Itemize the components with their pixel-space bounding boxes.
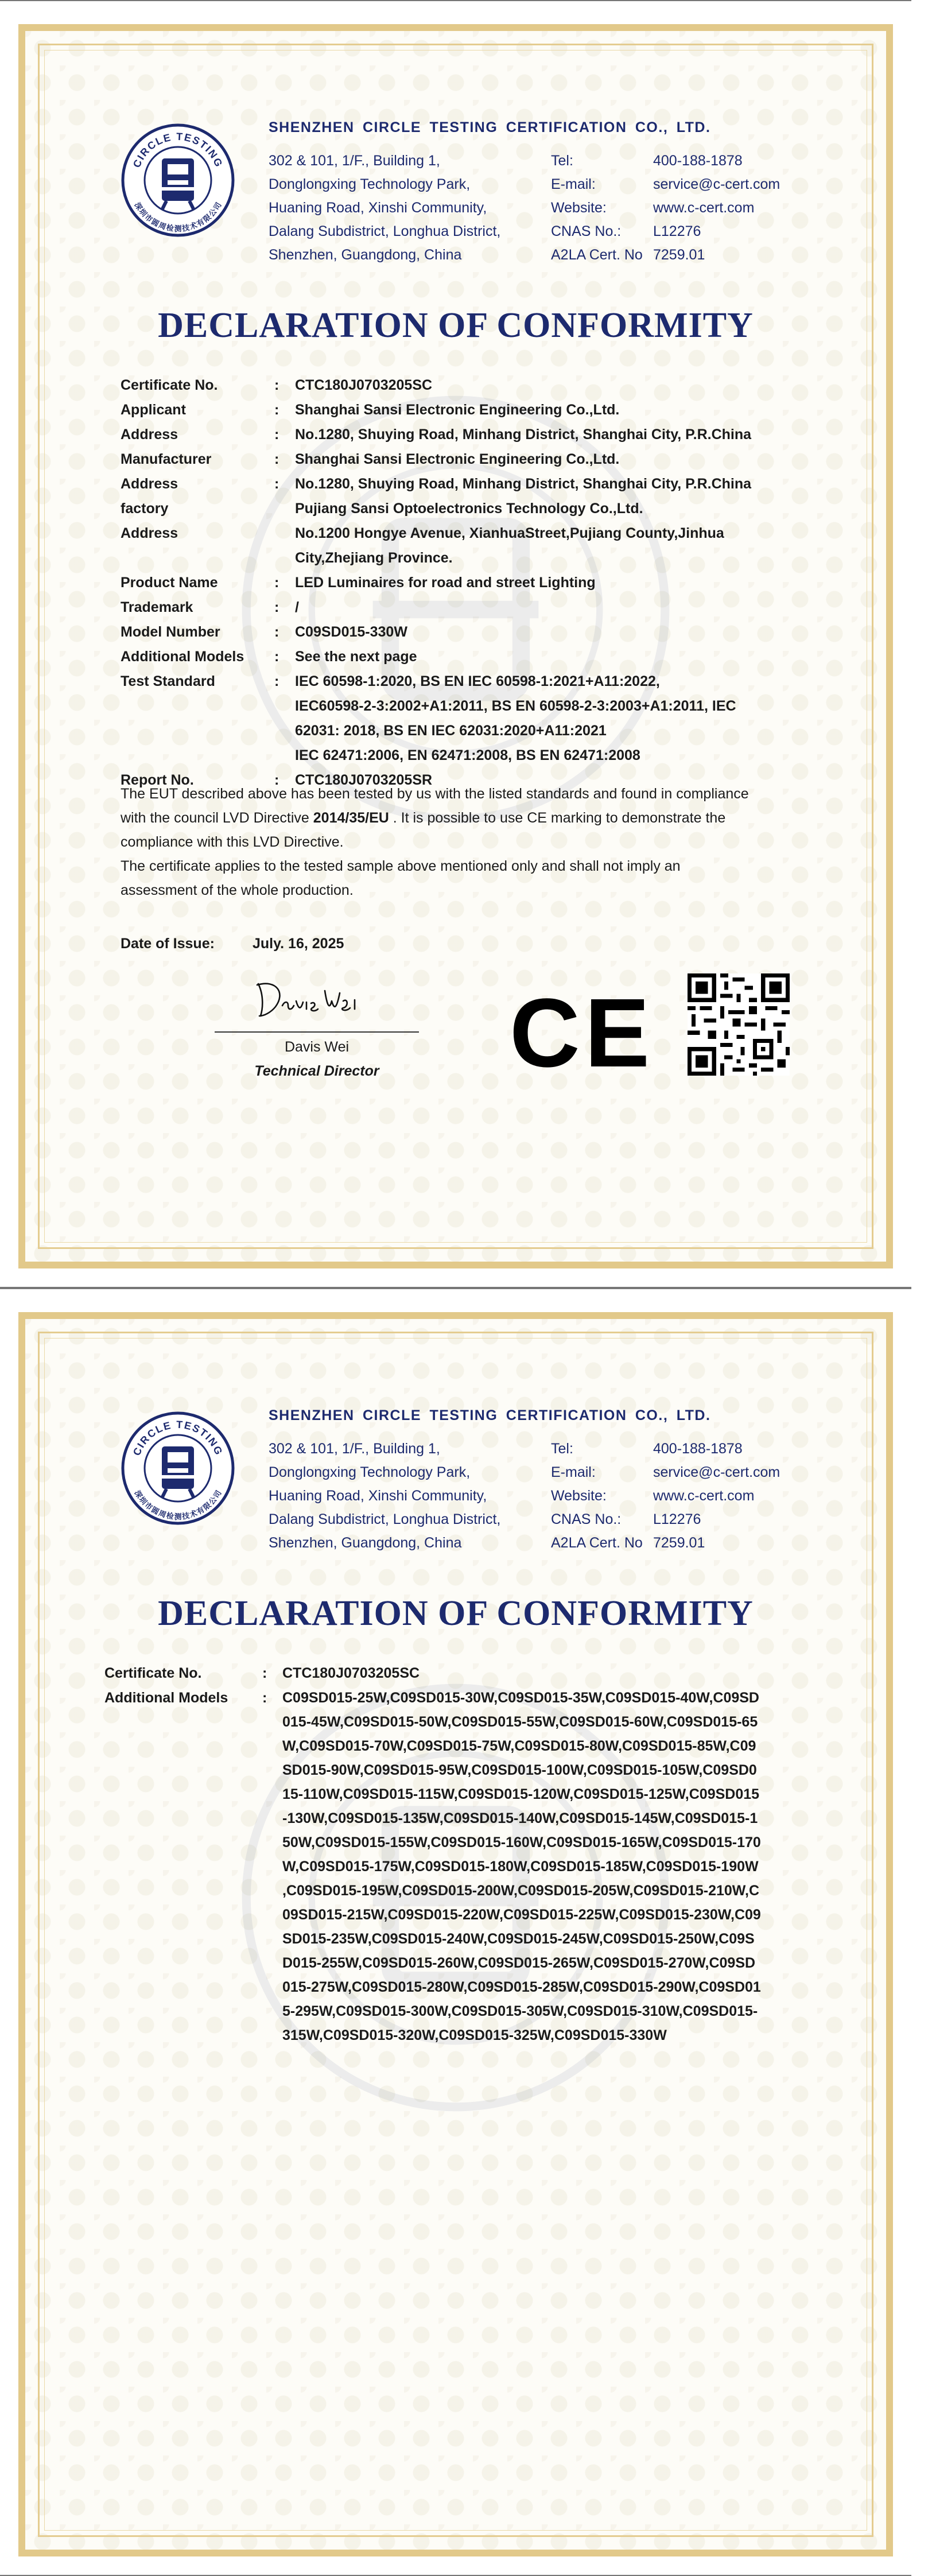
field-applicant: Applicant : Shanghai Sansi Electronic Engineering Co.,Ltd. bbox=[121, 402, 620, 418]
field-report-no: Report No. : CTC180J0703205SR bbox=[121, 772, 433, 788]
field-certificate-no: Certificate No. : CTC180J0703205SC bbox=[121, 377, 433, 393]
a2la-number: 7259.01 bbox=[653, 247, 705, 263]
qr-code-icon bbox=[688, 973, 790, 1076]
ce-mark-icon bbox=[509, 979, 655, 1088]
page-title: DECLARATION OF CONFORMITY bbox=[158, 306, 754, 345]
company-logo bbox=[121, 123, 235, 238]
svg-text:CE: CE bbox=[509, 979, 655, 1088]
email-address: service@c-cert.com bbox=[653, 1464, 780, 1480]
signer-title: Technical Director bbox=[254, 1063, 379, 1079]
page-title: DECLARATION OF CONFORMITY bbox=[158, 1594, 754, 1633]
website-url: www.c-cert.com bbox=[653, 1488, 755, 1504]
directive-number: 2014/35/EU bbox=[313, 810, 389, 826]
certificate-fields bbox=[104, 1661, 925, 2047]
svg-text:CIRCLE TESTING: CIRCLE TESTING bbox=[130, 1418, 226, 1457]
additional-models-list: C09SD015-25W,C09SD015-30W,C09SD015-35W,C09SD015-40W,C09SD 015-45W,C09SD015-50W,C09SD015-55W,C09SD015-60W,C09SD015-65 W,C09SD015-70W,C09SD015-75W,C09SD015-80W,C09SD015-85W,C09 SD015-90W,C09SD015-95W,C09SD015-100W,C09SD015-105W,C09SD0 15-110W,C09SD015-115W,C09SD015-120W,C09SD015-125W,C09SD015 -130W,C09SD015-135W,C09SD015-140W,C09SD015-145W,C09SD015-1 50W,C09SD015-155W,C09SD015-160W,C09SD015-165W,C09SD015-170 W,C09SD015-175W,C09SD015-180W,C09SD015-185W,C09SD015-190W ,C09SD015-195W,C09SD015-200W,C09SD015-205W,C09SD015-210W,C 09SD015-215W,C09SD015-220W,C09SD015-225W,C09SD015-230W,C09 SD015-235W,C09SD015-240W,C09SD015-245W,C09SD015-250W,C09S D015-255W,C09SD015-260W,C09SD015-265W,C09SD015-270W,C09SD 015-275W,C09SD015-280W,C09SD015-285W,C09SD015-290W,C09SD01 5-295W,C09SD015-300W,C09SD015-305W,C09SD015-310W,C09SD015- 315W,C09SD015-320W,C09SD015-325W,C09SD015-330W bbox=[282, 1690, 761, 2043]
field-factory: factory Pujiang Sansi Optoelectronics Technology Co.,Ltd. bbox=[121, 501, 643, 517]
certificate-page-1: CIRCLE TESTING 深圳市圆周检测技术有限公司 SHENZHEN CIRCLE TESTING CERTIFICATION CO., LTD. 302 & 101, 1/F., Building 1, Donglongxing Technology Park, Huaning Road, Xinshi Community, Dalang Subdistrict, Longhua District, Shenzhen, Guangdong, China Tel: 400-188-1878 E-mail: service@c-cert.com Website: www.c-cert.com CNAS No.: L12276 A2LA Cert. No 7259.01 DECLARATION OF CONFORMITY Certificate No. : CTC180J0703205SC Applicant : Shanghai Sansi Electronic Engineering Co.,Ltd. Address : No.1280, Shuying Road, Minhang District, Shanghai City, P.R.China Manufacturer : Shanghai Sansi Electronic Engineering Co.,Ltd. Address : No.1280, Shuying Road, Minhang District, Shanghai City, P.R.China factory Pujiang Sansi Optoelectronics Technology Co.,Ltd. Address No.1200 Hongye Avenue, XianhuaStreet,Pujiang County,Jinhua City,Zhejiang Province. Product Name : LED Luminaires for road and street Lighting Trademark : / Model Number : C09SD015-330W Additional Models : See the next page Test Standard : IEC 60598-1:2020, BS EN IEC 60598-1:2021+A11:2022, IEC60598-2-3:2002+A1:2011, BS EN 60598-2-3:2003+A1:2011, IEC 62031: 2018, BS EN IEC 62031:2020+A11:2021 IEC 62471:2006, EN 62471:2008, BS EN 62471:2008 Report No. : CTC180J0703205SR The EUT described above has been tested by us with the listed standards and found in compliance with the council LVD Directive 2014/35/EU . It is possible to use CE marking to demonstrate the compliance with this LVD Directive. The certificate applies to the tested sample above mentioned only and shall not imply an assessment of the whole production. Date of Issue: July. 16, 2025 Davis Wei Technical Director CE bbox=[0, 0, 911, 1288]
svg-text:深圳市圆周检测技术有限公司: 深圳市圆周检测技术有限公司 bbox=[132, 201, 224, 234]
issue-date-value: July. 16, 2025 bbox=[253, 936, 344, 952]
signature bbox=[250, 976, 388, 1022]
field-additional-models: Additional Models : See the next page bbox=[121, 649, 417, 665]
signer-name: Davis Wei bbox=[284, 1039, 350, 1055]
signature-line bbox=[215, 1031, 419, 1033]
field-test-standard: Test Standard : IEC 60598-1:2020, BS EN IEC 60598-1:2021+A11:2022, IEC60598-2-3:2002+A1:2011, BS EN 60598-2-3:2003+A1:2011, IEC 62031: 2018, BS EN IEC 62031:2020+A11:2021 IEC 62471:2006, EN 62471:2008, BS EN 62471:2008 bbox=[121, 673, 736, 763]
field-manufacturer-address: Address : No.1280, Shuying Road, Minhang District, Shanghai City, P.R.China bbox=[121, 476, 752, 492]
field-product-name: Product Name : LED Luminaires for road and street Lighting bbox=[121, 575, 596, 591]
a2la-number: 7259.01 bbox=[653, 1535, 705, 1551]
field-certificate-no: Certificate No. : CTC180J0703205SC bbox=[104, 1665, 420, 1681]
website-url: www.c-cert.com bbox=[653, 200, 755, 216]
company-name: SHENZHEN CIRCLE TESTING CERTIFICATION CO., LTD. bbox=[269, 1407, 711, 1423]
svg-text:CIRCLE TESTING: CIRCLE TESTING bbox=[130, 130, 226, 169]
company-name: SHENZHEN CIRCLE TESTING CERTIFICATION CO., LTD. bbox=[269, 119, 711, 135]
tel-number: 400-188-1878 bbox=[653, 1441, 743, 1457]
email-address: service@c-cert.com bbox=[653, 176, 780, 192]
company-address: 302 & 101, 1/F., Building 1, Donglongxing Technology Park, Huaning Road, Xinshi Community, Dalang Subdistrict, Longhua District, Shenzhen, Guangdong, China bbox=[269, 153, 501, 263]
company-address: 302 & 101, 1/F., Building 1, Donglongxing Technology Park, Huaning Road, Xinshi Community, Dalang Subdistrict, Longhua District, Shenzhen, Guangdong, China bbox=[269, 1441, 501, 1551]
field-model-number: Model Number : C09SD015-330W bbox=[121, 624, 407, 640]
company-logo bbox=[121, 1411, 235, 1526]
field-additional-models: Additional Models : C09SD015-25W,C09SD015-30W,C09SD015-35W,C09SD015-40W,C09SD 015-45W,C09SD015-50W,C09SD015-55W,C09SD015-60W,C09SD015-65 W,C09SD015-70W,C09SD015-75W,C09SD015-80W,C09SD015-85W,C09 SD015-90W,C09SD015-95W,C09SD015-100W,C09SD015-105W,C09SD0 15-110W,C09SD015-115W,C09SD015-120W,C09SD015-125W,C09SD015 -130W,C09SD015-135W,C09SD015-140W,C09SD015-145W,C09SD015-1 50W,C09SD015-155W,C09SD015-160W,C09SD015-165W,C09SD015-170 W,C09SD015-175W,C09SD015-180W,C09SD015-185W,C09SD015-190W ,C09SD015-195W,C09SD015-200W,C09SD015-205W,C09SD015-210W,C 09SD015-215W,C09SD015-220W,C09SD015-225W,C09SD015-230W,C09 SD015-235W,C09SD015-240W,C09SD015-245W,C09SD015-250W,C09S D015-255W,C09SD015-260W,C09SD015-265W,C09SD015-270W,C09SD 015-275W,C09SD015-280W,C09SD015-285W,C09SD015-290W,C09SD01 5-295W,C09SD015-300W,C09SD015-305W,C09SD015-310W,C09SD015- 315W,C09SD015-320W,C09SD015-325W,C09SD015-330W bbox=[104, 1686, 925, 2047]
field-manufacturer: Manufacturer : Shanghai Sansi Electronic Engineering Co.,Ltd. bbox=[121, 451, 620, 467]
svg-text:深圳市圆周检测技术有限公司: 深圳市圆周检测技术有限公司 bbox=[132, 1489, 224, 1522]
field-trademark: Trademark : / bbox=[121, 599, 299, 615]
tel-number: 400-188-1878 bbox=[653, 153, 743, 169]
certificate-page-2: CIRCLE TESTING 深圳市圆周检测技术有限公司 SHENZHEN CIRCLE TESTING CERTIFICATION CO., LTD. 302 & 101, 1/F., Building 1, Donglongxing Technology Park, Huaning Road, Xinshi Community, Dalang Subdistrict, Longhua District, Shenzhen, Guangdong, China Tel: 400-188-1878 E-mail: service@c-cert.com Website: www.c-cert.com CNAS No.: L12276 A2LA Cert. No 7259.01 DECLARATION OF CONFORMITY Certificate No. : CTC180J0703205SC Additional Models : C09SD015-25W,C09SD015-30W,C09SD015-35W,C09SD015-40W,C09SD 015-45W,C09SD015-50W,C09SD015-55W,C09SD015-60W,C09SD015-65 W,C09SD015-70W,C09SD015-75W,C09SD015-80W,C09SD015-85W,C09 SD015-90W,C09SD015-95W,C09SD015-100W,C09SD015-105W,C09SD0 15-110W,C09SD015-115W,C09SD015-120W,C09SD015-125W,C09SD015 -130W,C09SD015-135W,C09SD015-140W,C09SD015-145W,C09SD015-1 50W,C09SD015-155W,C09SD015-160W,C09SD015-165W,C09SD015-170 W,C09SD015-175W,C09SD015-180W,C09SD015-185W,C09SD015-190W ,C09SD015-195W,C09SD015-200W,C09SD015-205W,C09SD015-210W,C 09SD015-215W,C09SD015-220W,C09SD015-225W,C09SD015-230W,C09 SD015-235W,C09SD015-240W,C09SD015-245W,C09SD015-250W,C09S D015-255W,C09SD015-260W,C09SD015-265W,C09SD015-270W,C09SD 015-275W,C09SD015-280W,C09SD015-285W,C09SD015-290W,C09SD01 5-295W,C09SD015-300W,C09SD015-305W,C09SD015-310W,C09SD015- 315W,C09SD015-320W,C09SD015-325W,C09SD015-330W bbox=[0, 1288, 911, 2576]
date-of-issue: Date of Issue: July. 16, 2025 bbox=[121, 936, 344, 952]
field-applicant-address: Address : No.1280, Shuying Road, Minhang District, Shanghai City, P.R.China bbox=[121, 426, 752, 443]
certificate-fields bbox=[121, 373, 932, 793]
cnas-number: L12276 bbox=[653, 223, 701, 239]
compliance-statement: The EUT described above has been tested by us with the listed standards and found in compliance with the council LVD Directive 2014/35/EU . It is possible to use CE marking to demonstrate the compliance with this LVD Directive. The certificate applies to the tested sample above mentioned only and shall not imply an assessment of the whole production. bbox=[121, 786, 749, 898]
field-factory-address: Address No.1200 Hongye Avenue, XianhuaStreet,Pujiang County,Jinhua City,Zhejiang Province. bbox=[121, 525, 724, 566]
cnas-number: L12276 bbox=[653, 1511, 701, 1527]
